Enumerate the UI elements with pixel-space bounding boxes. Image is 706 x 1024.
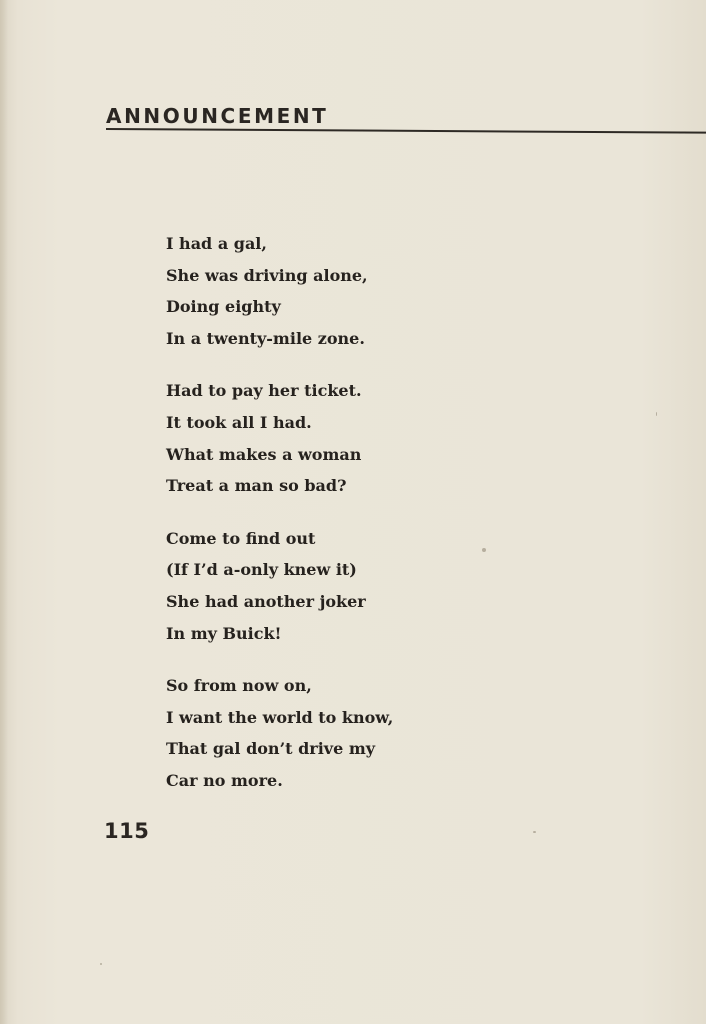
poem-line: That gal don’t drive my bbox=[166, 739, 376, 759]
paper-speck bbox=[533, 831, 536, 833]
poem-line: Car no more. bbox=[166, 770, 283, 790]
page-heading: ANNOUNCEMENT bbox=[106, 104, 329, 128]
poem-line: She was driving alone, bbox=[166, 265, 368, 285]
paper-speck bbox=[656, 412, 657, 416]
page-number: 115 bbox=[104, 819, 150, 843]
poem-line: In my Buick! bbox=[166, 623, 282, 643]
poem-line: I had a gal, bbox=[166, 234, 267, 253]
stanza-1 bbox=[166, 228, 566, 354]
poem-line: I want the world to know, bbox=[166, 707, 394, 727]
poem-line: What makes a woman bbox=[166, 444, 362, 464]
poem-line: Doing eighty bbox=[166, 297, 281, 317]
stanza-2 bbox=[166, 375, 566, 501]
poem bbox=[166, 228, 566, 818]
paper-speck bbox=[482, 548, 486, 552]
poem-line: Had to pay her ticket. bbox=[166, 381, 362, 401]
heading-rule bbox=[106, 128, 706, 134]
poem-line: (If I’d a-only knew it) bbox=[166, 560, 357, 580]
poem-line: She had another joker bbox=[166, 591, 366, 611]
poem-line: So from now on, bbox=[166, 676, 312, 696]
poem-line: Treat a man so bad? bbox=[166, 476, 347, 496]
poem-line: It took all I had. bbox=[166, 412, 312, 432]
stanza-4 bbox=[166, 670, 566, 796]
poem-line: Come to find out bbox=[166, 528, 316, 548]
paper-speck bbox=[100, 963, 102, 965]
poem-line: In a twenty-mile zone. bbox=[166, 328, 365, 348]
stanza-3 bbox=[166, 523, 566, 649]
